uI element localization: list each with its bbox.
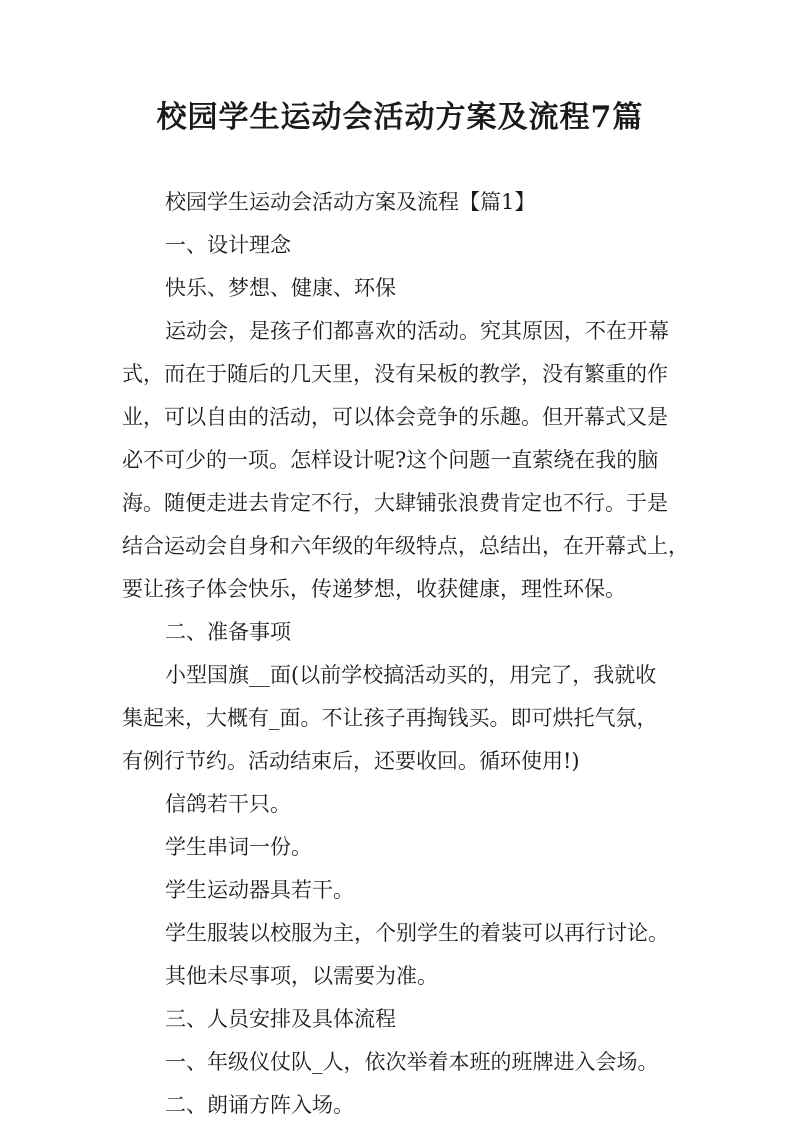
paragraph-line: 结合运动会自身和六年级的年级特点，总结出，在开幕式上， — [122, 534, 689, 558]
paragraph-line: 小型国旗__面(以前学校搞活动买的，用完了，我就收 — [165, 663, 657, 687]
paragraph-line: 业，可以自由的活动，可以体会竞争的乐趣。但开幕式又是 — [122, 405, 668, 429]
paragraph-line: 运动会，是孩子们都喜欢的活动。究其原因，不在开幕 — [165, 319, 669, 343]
document-title: 校园学生运动会活动方案及流程7篇 — [156, 100, 644, 135]
document-body — [122, 181, 692, 1127]
text-line: 学生串词一份。 — [165, 835, 312, 859]
text-line: 信鸽若干只。 — [165, 792, 291, 816]
paragraph-line: 式，而在于随后的几天里，没有呆板的教学，没有繁重的作 — [122, 362, 668, 386]
text-line: 学生运动器具若干。 — [165, 878, 354, 902]
paragraph-line: 海。随便走进去肯定不行，大肆铺张浪费肯定也不行。于是 — [122, 491, 668, 515]
text-line: 快乐、梦想、健康、环保 — [165, 276, 396, 300]
heading-design-concept: 一、设计理念 — [165, 233, 291, 257]
text-line: 一、年级仪仗队_人，依次举着本班的班牌进入会场。 — [165, 1050, 659, 1074]
paragraph-line: 集起来，大概有_面。不让孩子再掏钱买。即可烘托气氛， — [122, 706, 658, 730]
paragraph-line: 有例行节约。活动结束后，还要收回。循环使用!) — [122, 749, 580, 773]
text-line: 二、朗诵方阵入场。 — [165, 1093, 354, 1117]
paragraph-line: 要让孩子体会快乐，传递梦想，收获健康，理性环保。 — [122, 577, 626, 601]
text-line: 学生服装以校服为主，个别学生的着装可以再行讨论。 — [165, 921, 669, 945]
paragraph-line: 必不可少的一项。怎样设计呢?这个问题一直萦绕在我的脑 — [122, 448, 659, 472]
text-line: 其他未尽事项，以需要为准。 — [165, 964, 438, 988]
section-heading-part1: 校园学生运动会活动方案及流程【篇1】 — [165, 190, 536, 214]
heading-staffing-process: 三、人员安排及具体流程 — [165, 1007, 396, 1031]
heading-preparation: 二、准备事项 — [165, 620, 291, 644]
